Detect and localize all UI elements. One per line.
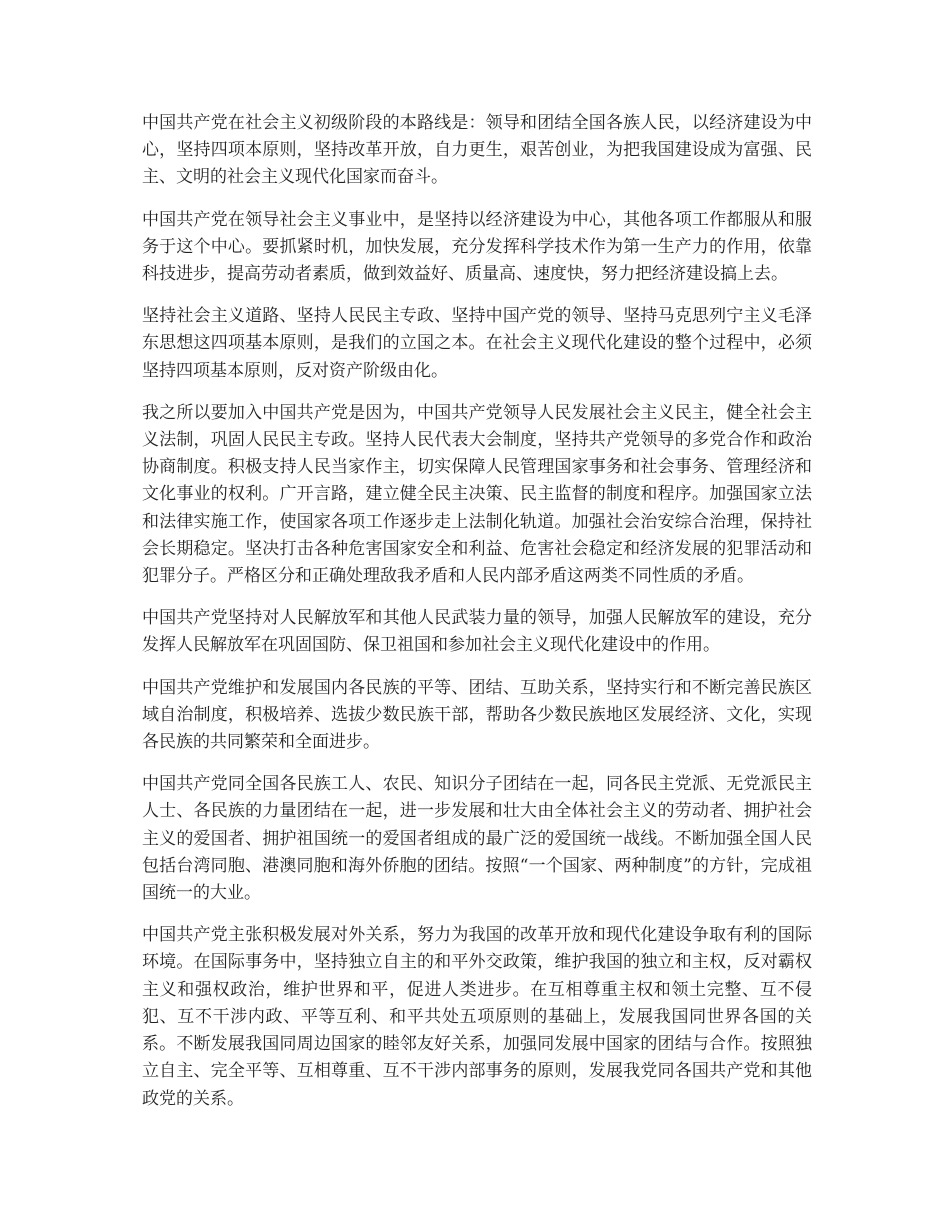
paragraph-4: 我之所以要加入中国共产党是因为，中国共产党领导人民发展社会主义民主，健全社会主义法制，巩固人民民主专政。坚持人民代表大会制度，坚持共产党领导的多党合作和政治协商制度。积极支持人民当家作主，切实保障人民管理国家事务和社会事务、管理经济和文化事业的权利。广开言路，建立健全民主决策、民主监督的制度和程序。加强国家立法和法律实施工作，使国家各项工作逐步走上法制化轨道。加强社会治安综合治理，保持社会长期稳定。坚决打击各种危害国家安全和利益、危害社会稳定和经济发展的犯罪活动和犯罪分子。严格区分和正确处理敌我矛盾和人民内部矛盾这两类不同性质的矛盾。 — [142, 402, 812, 587]
paragraph-5: 中国共产党坚持对人民解放军和其他人民武装力量的领导，加强人民解放军的建设，充分发挥人民解放军在巩固国防、保卫祖国和参加社会主义现代化建设中的作用。 — [142, 608, 812, 656]
paragraph-1: 中国共产党在社会主义初级阶段的本路线是：领导和团结全国各族人民，以经济建设为中心，坚持四项本原则，坚持改革开放，自力更生，艰苦创业，为把我国建设成为富强、民主、文明的社会主义现代化国家而奋斗。 — [142, 113, 812, 188]
document-body — [142, 110, 812, 1128]
paragraph-6: 中国共产党维护和发展国内各民族的平等、团结、互助关系，坚持实行和不断完善民族区域自治制度，积极培养、选拔少数民族干部，帮助各少数民族地区发展经济、文化，实现各民族的共同繁荣和全面进步。 — [142, 677, 812, 753]
paragraph-7: 中国共产党同全国各民族工人、农民、知识分子团结在一起，同各民主党派、无党派民主人士、各民族的力量团结在一起，进一步发展和壮大由全体社会主义的劳动者、拥护社会主义的爱国者、拥护祖国统一的爱国者组成的最广泛的爱国统一战线。不断加强全国人民包括台湾同胞、港澳同胞和海外侨胞的团结。按照“一个国家、两种制度”的方针，完成祖国统一的大业。 — [142, 774, 812, 904]
paragraph-8: 中国共产党主张积极发展对外关系，努力为我国的改革开放和现代化建设争取有利的国际环境。在国际事务中，坚持独立自主的和平外交政策，维护我国的独立和主权，反对霸权主义和强权政治，维护世界和平，促进人类进步。在互相尊重主权和领土完整、互不侵犯、互不干涉内政、平等互利、和平共处五项原则的基础上，发展我国同世界各国的关系。不断发展我国同周边国家的睦邻友好关系，加强同发展中国家的团结与合作。按照独立自主、完全平等、互相尊重、互不干涉内部事务的原则，发展我党同各国共产党和其他政党的关系。 — [142, 925, 812, 1109]
paragraph-2: 中国共产党在领导社会主义事业中，是坚持以经济建设为中心，其他各项工作都服从和服务于这个中心。要抓紧时机，加快发展，充分发挥科学技术作为第一生产力的作用，依靠科技进步，提高劳动者素质，做到效益好、质量高、速度快，努力把经济建设搞上去。 — [142, 209, 812, 285]
paragraph-3: 坚持社会主义道路、坚持人民民主专政、坚持中国产党的领导、坚持马克思列宁主义毛泽东思想这四项基本原则，是我们的立国之本。在社会主义现代化建设的整个过程中，必须坚持四项基本原则，反对资产阶级由化。 — [142, 306, 812, 381]
